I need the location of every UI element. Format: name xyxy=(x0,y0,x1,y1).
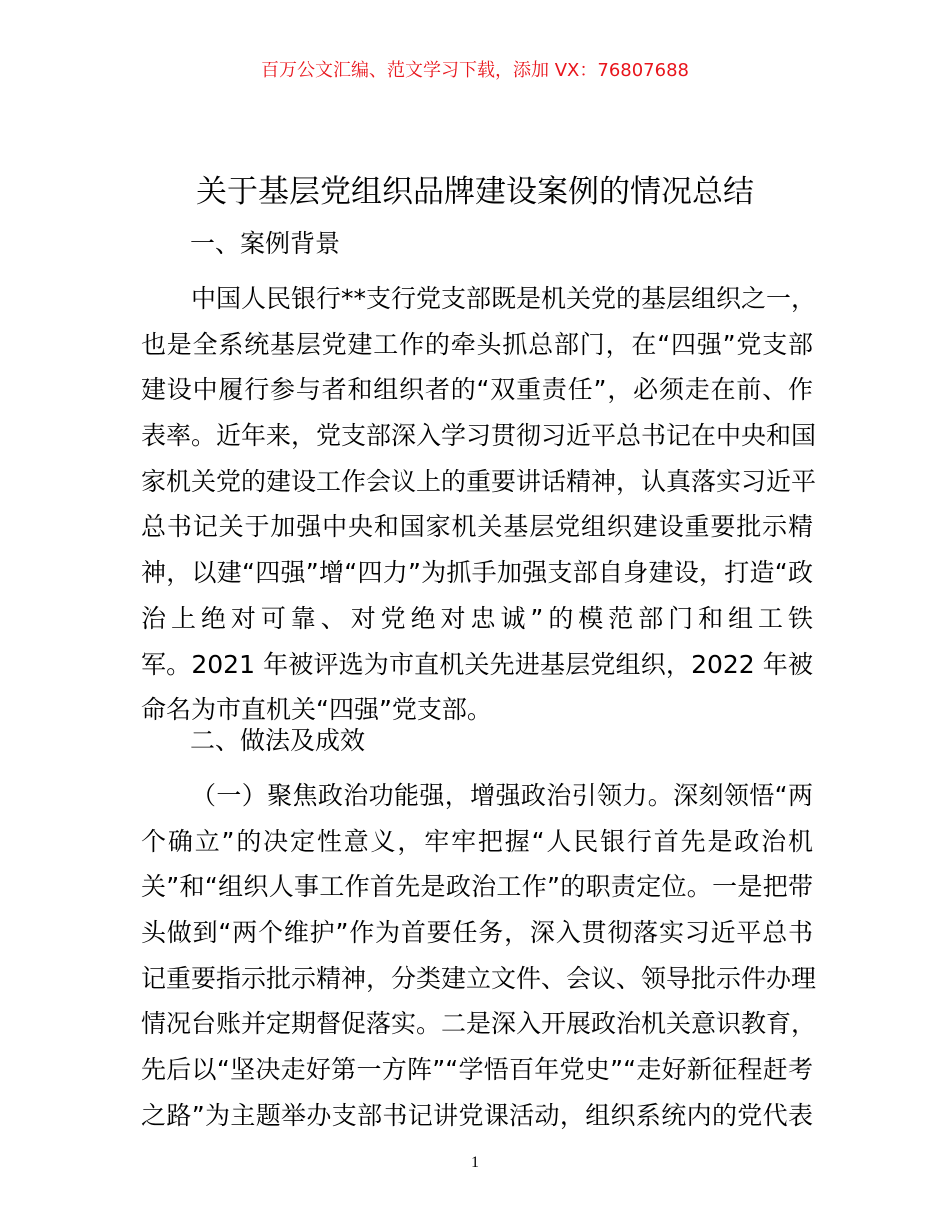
page-number: 1 xyxy=(471,1154,479,1171)
text-line: 命名为市直机关“四强”党支部。 xyxy=(141,695,492,725)
section-heading-practices: 二、做法及成效 xyxy=(190,726,366,755)
text-line: 家机关党的建设工作会议上的重要讲话精神，认真落实习近平 xyxy=(141,466,817,496)
text-line: 头做到“两个维护”作为首要任务，深入贯彻落实习近平总书 xyxy=(141,918,813,948)
section-heading-background: 一、案例背景 xyxy=(190,229,341,258)
text-line: 表率。近年来，党支部深入学习贯彻习近平总书记在中央和国 xyxy=(141,421,817,451)
paragraph-practices xyxy=(141,773,817,1139)
text-line: 总书记关于加强中央和国家机关基层党组织建设重要批示精 xyxy=(141,512,813,542)
text-line: 中国人民银行**支行党支部既是机关党的基层组织之一， xyxy=(191,284,817,313)
text-line: 建设中履行参与者和组织者的“双重责任”，必须走在前、作 xyxy=(141,375,813,405)
text-line: 神，以建“四强”增“四力”为抓手加强支部自身建设，打造“政 xyxy=(141,558,813,588)
text-line: 治上绝对可靠、对党绝对忠诚”的模范部门和组工铁 xyxy=(141,603,813,633)
text-line: 个确立”的决定性意义，牢牢把握“人民银行首先是政治机 xyxy=(141,826,813,856)
text-line: 军。2021 年被评选为市直机关先进基层党组织，2022 年被 xyxy=(141,649,813,679)
document-title: 关于基层党组织品牌建设案例的情况总结 xyxy=(196,174,754,210)
text-line: 之路”为主题举办支部书记讲党课活动，组织系统内的党代表 xyxy=(141,1100,813,1130)
text-line: 情况台账并定期督促落实。二是深入开展政治机关意识教育， xyxy=(141,1009,817,1039)
text-line: 关”和“组织人事工作首先是政治工作”的职责定位。一是把带 xyxy=(141,872,813,902)
paragraph-background xyxy=(141,276,817,733)
text-line: （一）聚焦政治功能强，增强政治引领力。深刻领悟“两 xyxy=(191,781,813,810)
text-line: 也是全系统基层党建工作的牵头抓总部门，在“四强”党支部 xyxy=(141,329,813,359)
watermark-banner: 百万公文汇编、范文学习下载，添加 VX：76807688 xyxy=(261,60,689,81)
text-line: 记重要指示批示精神，分类建立文件、会议、领导批示件办理 xyxy=(141,963,817,993)
text-line: 先后以“坚决走好第一方阵”“学悟百年党史”“走好新征程赶考 xyxy=(141,1055,813,1085)
